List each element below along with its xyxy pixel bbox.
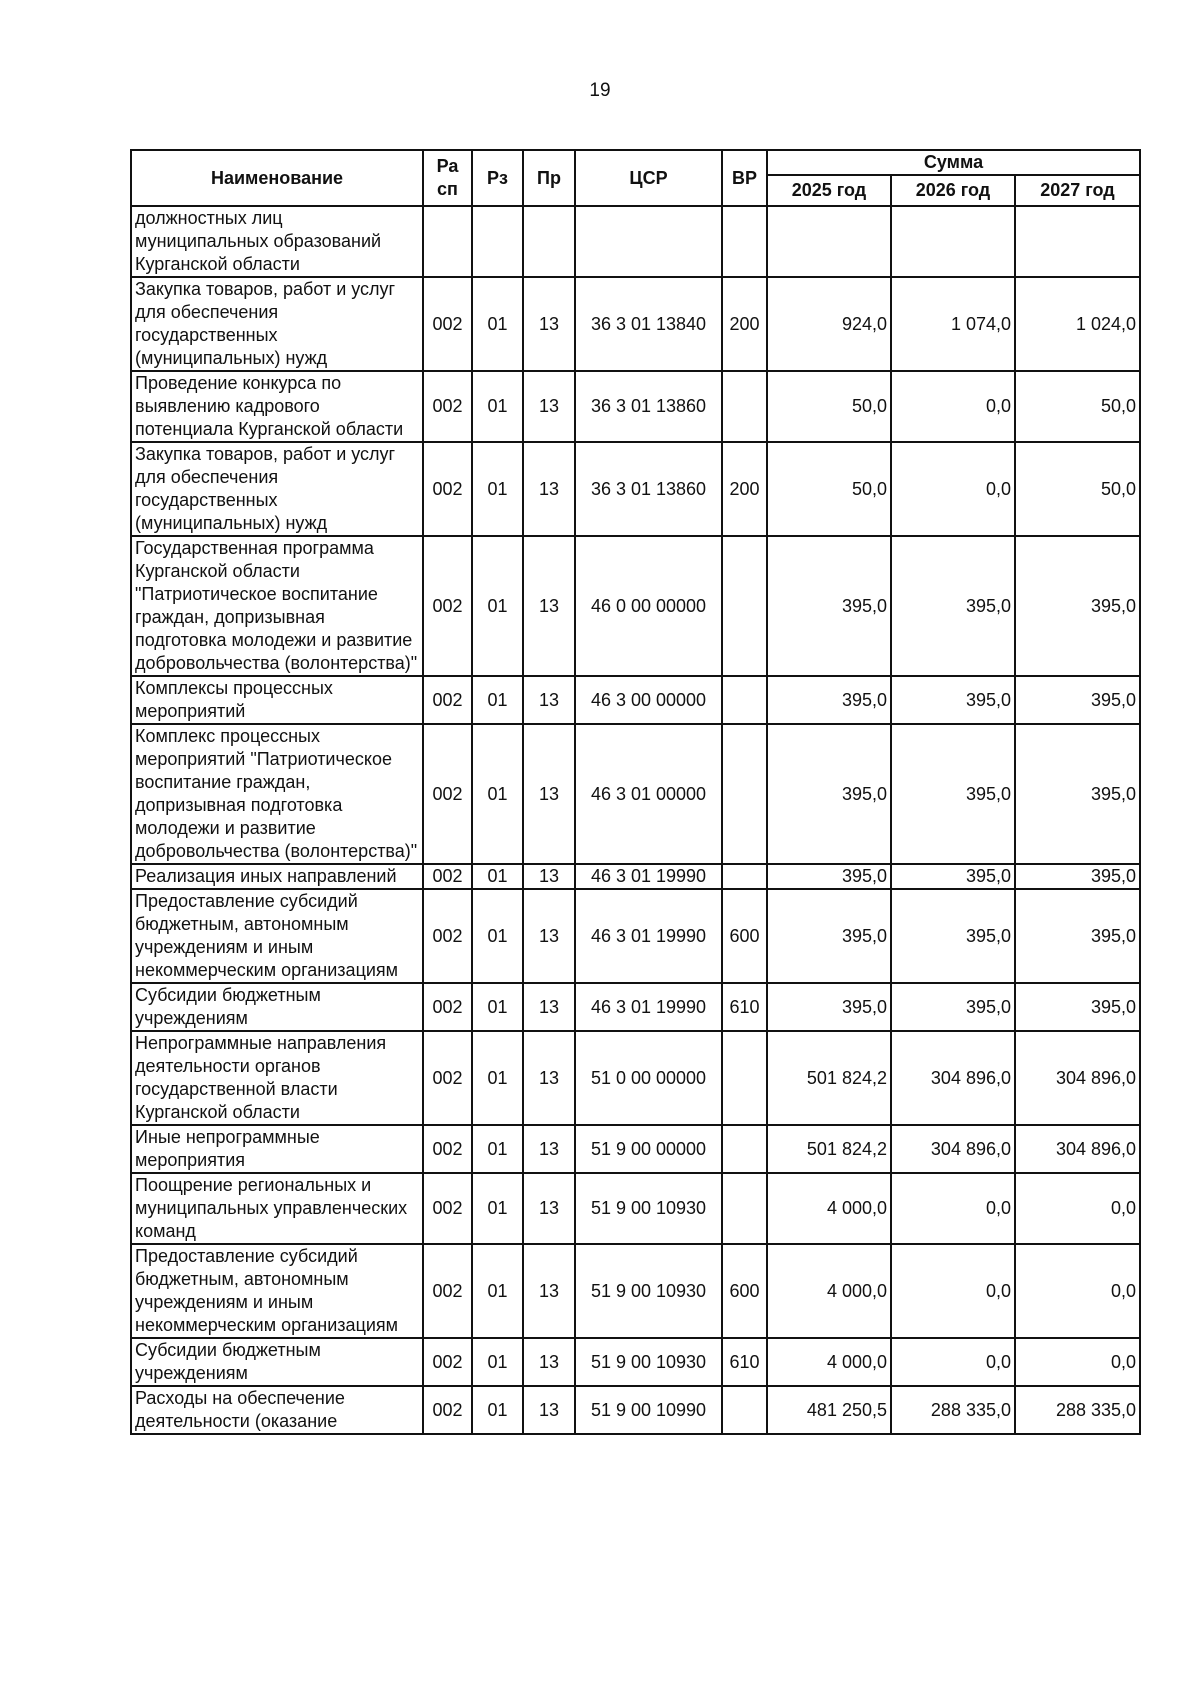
cell-vr xyxy=(722,536,767,676)
cell-csr: 36 3 01 13860 xyxy=(575,442,722,536)
cell-amount-2026: 0,0 xyxy=(891,371,1015,442)
cell-vr xyxy=(722,724,767,864)
cell-csr: 51 9 00 10930 xyxy=(575,1244,722,1338)
table-row xyxy=(131,983,1140,1031)
header-year-2025: 2025 год xyxy=(767,175,891,206)
cell-rz: 01 xyxy=(472,1338,523,1386)
cell-name: Закупка товаров, работ и услуг для обеспечения государственных (муниципальных) нужд xyxy=(131,277,423,371)
cell-rz xyxy=(472,206,523,277)
table-row xyxy=(131,724,1140,864)
cell-vr xyxy=(722,371,767,442)
table-row xyxy=(131,889,1140,983)
cell-name: Поощрение региональных и муниципальных управленческих команд xyxy=(131,1173,423,1244)
cell-amount-2026: 395,0 xyxy=(891,889,1015,983)
header-vr: ВР xyxy=(722,150,767,206)
cell-amount-2026: 0,0 xyxy=(891,442,1015,536)
header-year-2026: 2026 год xyxy=(891,175,1015,206)
cell-pr: 13 xyxy=(523,724,575,864)
cell-name: Закупка товаров, работ и услуг для обеспечения государственных (муниципальных) нужд xyxy=(131,442,423,536)
cell-amount-2025: 395,0 xyxy=(767,983,891,1031)
cell-amount-2025: 4 000,0 xyxy=(767,1244,891,1338)
cell-name: Государственная программа Курганской области "Патриотическое воспитание граждан, допризывная подготовка молодежи и развитие добровольчества (волонтерства)" xyxy=(131,536,423,676)
cell-name: Непрограммные направления деятельности органов государственной власти Курганской области xyxy=(131,1031,423,1125)
cell-vr xyxy=(722,676,767,724)
cell-amount-2027: 0,0 xyxy=(1015,1244,1140,1338)
cell-rasp: 002 xyxy=(423,676,472,724)
table-row xyxy=(131,864,1140,889)
cell-rasp: 002 xyxy=(423,1244,472,1338)
cell-rz: 01 xyxy=(472,1125,523,1173)
cell-rasp: 002 xyxy=(423,442,472,536)
cell-amount-2025: 395,0 xyxy=(767,889,891,983)
cell-amount-2026: 395,0 xyxy=(891,864,1015,889)
cell-amount-2027: 50,0 xyxy=(1015,442,1140,536)
cell-vr: 200 xyxy=(722,277,767,371)
cell-rz: 01 xyxy=(472,371,523,442)
cell-rasp: 002 xyxy=(423,1031,472,1125)
cell-rz: 01 xyxy=(472,1386,523,1434)
table-row xyxy=(131,277,1140,371)
cell-pr: 13 xyxy=(523,536,575,676)
cell-pr: 13 xyxy=(523,1338,575,1386)
cell-amount-2025: 501 824,2 xyxy=(767,1125,891,1173)
cell-amount-2026: 304 896,0 xyxy=(891,1125,1015,1173)
table-row xyxy=(131,206,1140,277)
cell-amount-2027: 395,0 xyxy=(1015,983,1140,1031)
cell-name: Субсидии бюджетным учреждениям xyxy=(131,983,423,1031)
cell-pr: 13 xyxy=(523,1386,575,1434)
cell-rz: 01 xyxy=(472,536,523,676)
cell-pr xyxy=(523,206,575,277)
cell-rasp: 002 xyxy=(423,889,472,983)
cell-vr xyxy=(722,206,767,277)
cell-csr: 51 9 00 00000 xyxy=(575,1125,722,1173)
cell-amount-2027: 395,0 xyxy=(1015,864,1140,889)
cell-amount-2027: 395,0 xyxy=(1015,724,1140,864)
cell-csr: 51 0 00 00000 xyxy=(575,1031,722,1125)
cell-vr: 610 xyxy=(722,1338,767,1386)
cell-amount-2027: 395,0 xyxy=(1015,889,1140,983)
cell-rasp: 002 xyxy=(423,1125,472,1173)
cell-csr: 46 3 01 19990 xyxy=(575,864,722,889)
cell-csr: 51 9 00 10930 xyxy=(575,1173,722,1244)
cell-amount-2025: 395,0 xyxy=(767,676,891,724)
cell-name: Реализация иных направлений xyxy=(131,864,423,889)
cell-pr: 13 xyxy=(523,442,575,536)
cell-pr: 13 xyxy=(523,983,575,1031)
header-year-2027: 2027 год xyxy=(1015,175,1140,206)
header-pr: Пр xyxy=(523,150,575,206)
cell-vr xyxy=(722,1031,767,1125)
cell-name: Комплекс процессных мероприятий "Патриотическое воспитание граждан, допризывная подготовка молодежи и развитие добровольчества (волонтерства)" xyxy=(131,724,423,864)
cell-rz: 01 xyxy=(472,864,523,889)
cell-amount-2027: 288 335,0 xyxy=(1015,1386,1140,1434)
cell-vr xyxy=(722,1386,767,1434)
cell-csr: 51 9 00 10990 xyxy=(575,1386,722,1434)
cell-rasp: 002 xyxy=(423,277,472,371)
table-row xyxy=(131,371,1140,442)
cell-vr: 200 xyxy=(722,442,767,536)
cell-amount-2025: 395,0 xyxy=(767,724,891,864)
budget-table xyxy=(130,149,1141,1435)
cell-amount-2025: 501 824,2 xyxy=(767,1031,891,1125)
cell-amount-2027: 1 024,0 xyxy=(1015,277,1140,371)
cell-vr: 610 xyxy=(722,983,767,1031)
cell-csr: 46 3 01 19990 xyxy=(575,983,722,1031)
cell-name: Проведение конкурса по выявлению кадрового потенциала Курганской области xyxy=(131,371,423,442)
cell-rasp xyxy=(423,206,472,277)
table-row xyxy=(131,536,1140,676)
cell-amount-2026: 395,0 xyxy=(891,676,1015,724)
cell-amount-2027: 0,0 xyxy=(1015,1173,1140,1244)
cell-amount-2027 xyxy=(1015,206,1140,277)
cell-csr xyxy=(575,206,722,277)
cell-name: Комплексы процессных мероприятий xyxy=(131,676,423,724)
cell-csr: 46 3 01 00000 xyxy=(575,724,722,864)
cell-amount-2026: 1 074,0 xyxy=(891,277,1015,371)
table-row xyxy=(131,1244,1140,1338)
cell-rz: 01 xyxy=(472,1244,523,1338)
cell-vr xyxy=(722,1125,767,1173)
cell-rasp: 002 xyxy=(423,983,472,1031)
cell-rasp: 002 xyxy=(423,724,472,864)
cell-csr: 36 3 01 13840 xyxy=(575,277,722,371)
cell-name: должностных лиц муниципальных образований Курганской области xyxy=(131,206,423,277)
cell-pr: 13 xyxy=(523,889,575,983)
cell-amount-2026: 304 896,0 xyxy=(891,1031,1015,1125)
cell-rasp: 002 xyxy=(423,1338,472,1386)
cell-rasp: 002 xyxy=(423,1173,472,1244)
cell-amount-2026: 0,0 xyxy=(891,1338,1015,1386)
cell-pr: 13 xyxy=(523,1031,575,1125)
page-number: 19 xyxy=(589,80,611,101)
cell-rz: 01 xyxy=(472,983,523,1031)
cell-rz: 01 xyxy=(472,724,523,864)
cell-amount-2026: 0,0 xyxy=(891,1244,1015,1338)
cell-pr: 13 xyxy=(523,676,575,724)
cell-rasp: 002 xyxy=(423,864,472,889)
cell-amount-2025: 481 250,5 xyxy=(767,1386,891,1434)
cell-pr: 13 xyxy=(523,277,575,371)
cell-rz: 01 xyxy=(472,277,523,371)
table-row xyxy=(131,1125,1140,1173)
cell-name: Предоставление субсидий бюджетным, автономным учреждениям и иным некоммерческим организациям xyxy=(131,889,423,983)
cell-name: Иные непрограммные мероприятия xyxy=(131,1125,423,1173)
cell-amount-2027: 304 896,0 xyxy=(1015,1125,1140,1173)
cell-amount-2025 xyxy=(767,206,891,277)
header-rasp: Ра сп xyxy=(423,150,472,206)
cell-pr: 13 xyxy=(523,1173,575,1244)
cell-amount-2026 xyxy=(891,206,1015,277)
cell-csr: 36 3 01 13860 xyxy=(575,371,722,442)
cell-rz: 01 xyxy=(472,1173,523,1244)
cell-rasp: 002 xyxy=(423,1386,472,1434)
table-row xyxy=(131,1031,1140,1125)
cell-vr: 600 xyxy=(722,1244,767,1338)
header-csr: ЦСР xyxy=(575,150,722,206)
cell-amount-2025: 4 000,0 xyxy=(767,1173,891,1244)
cell-name: Субсидии бюджетным учреждениям xyxy=(131,1338,423,1386)
cell-amount-2026: 288 335,0 xyxy=(891,1386,1015,1434)
cell-amount-2026: 0,0 xyxy=(891,1173,1015,1244)
cell-vr xyxy=(722,864,767,889)
table-body xyxy=(131,206,1140,1434)
table-header xyxy=(131,150,1140,206)
cell-rasp: 002 xyxy=(423,536,472,676)
header-name: Наименование xyxy=(131,150,423,206)
cell-csr: 46 3 00 00000 xyxy=(575,676,722,724)
cell-csr: 46 3 01 19990 xyxy=(575,889,722,983)
cell-amount-2025: 924,0 xyxy=(767,277,891,371)
cell-rz: 01 xyxy=(472,889,523,983)
header-sum: Сумма xyxy=(767,150,1140,175)
cell-pr: 13 xyxy=(523,1244,575,1338)
table-row xyxy=(131,676,1140,724)
cell-name: Расходы на обеспечение деятельности (оказание xyxy=(131,1386,423,1434)
cell-csr: 46 0 00 00000 xyxy=(575,536,722,676)
cell-amount-2025: 50,0 xyxy=(767,442,891,536)
cell-amount-2027: 395,0 xyxy=(1015,536,1140,676)
cell-amount-2027: 395,0 xyxy=(1015,676,1140,724)
table-row xyxy=(131,442,1140,536)
cell-amount-2026: 395,0 xyxy=(891,724,1015,864)
cell-rasp: 002 xyxy=(423,371,472,442)
table-row xyxy=(131,1386,1140,1434)
cell-pr: 13 xyxy=(523,371,575,442)
cell-amount-2026: 395,0 xyxy=(891,983,1015,1031)
cell-amount-2027: 304 896,0 xyxy=(1015,1031,1140,1125)
cell-amount-2026: 395,0 xyxy=(891,536,1015,676)
cell-amount-2027: 0,0 xyxy=(1015,1338,1140,1386)
header-rz: Рз xyxy=(472,150,523,206)
cell-name: Предоставление субсидий бюджетным, автономным учреждениям и иным некоммерческим организациям xyxy=(131,1244,423,1338)
cell-csr: 51 9 00 10930 xyxy=(575,1338,722,1386)
cell-amount-2027: 50,0 xyxy=(1015,371,1140,442)
table-row xyxy=(131,1173,1140,1244)
cell-amount-2025: 50,0 xyxy=(767,371,891,442)
cell-rz: 01 xyxy=(472,442,523,536)
cell-pr: 13 xyxy=(523,1125,575,1173)
cell-rz: 01 xyxy=(472,676,523,724)
cell-rz: 01 xyxy=(472,1031,523,1125)
cell-amount-2025: 4 000,0 xyxy=(767,1338,891,1386)
cell-vr xyxy=(722,1173,767,1244)
cell-amount-2025: 395,0 xyxy=(767,536,891,676)
cell-pr: 13 xyxy=(523,864,575,889)
cell-vr: 600 xyxy=(722,889,767,983)
cell-amount-2025: 395,0 xyxy=(767,864,891,889)
table-row xyxy=(131,1338,1140,1386)
